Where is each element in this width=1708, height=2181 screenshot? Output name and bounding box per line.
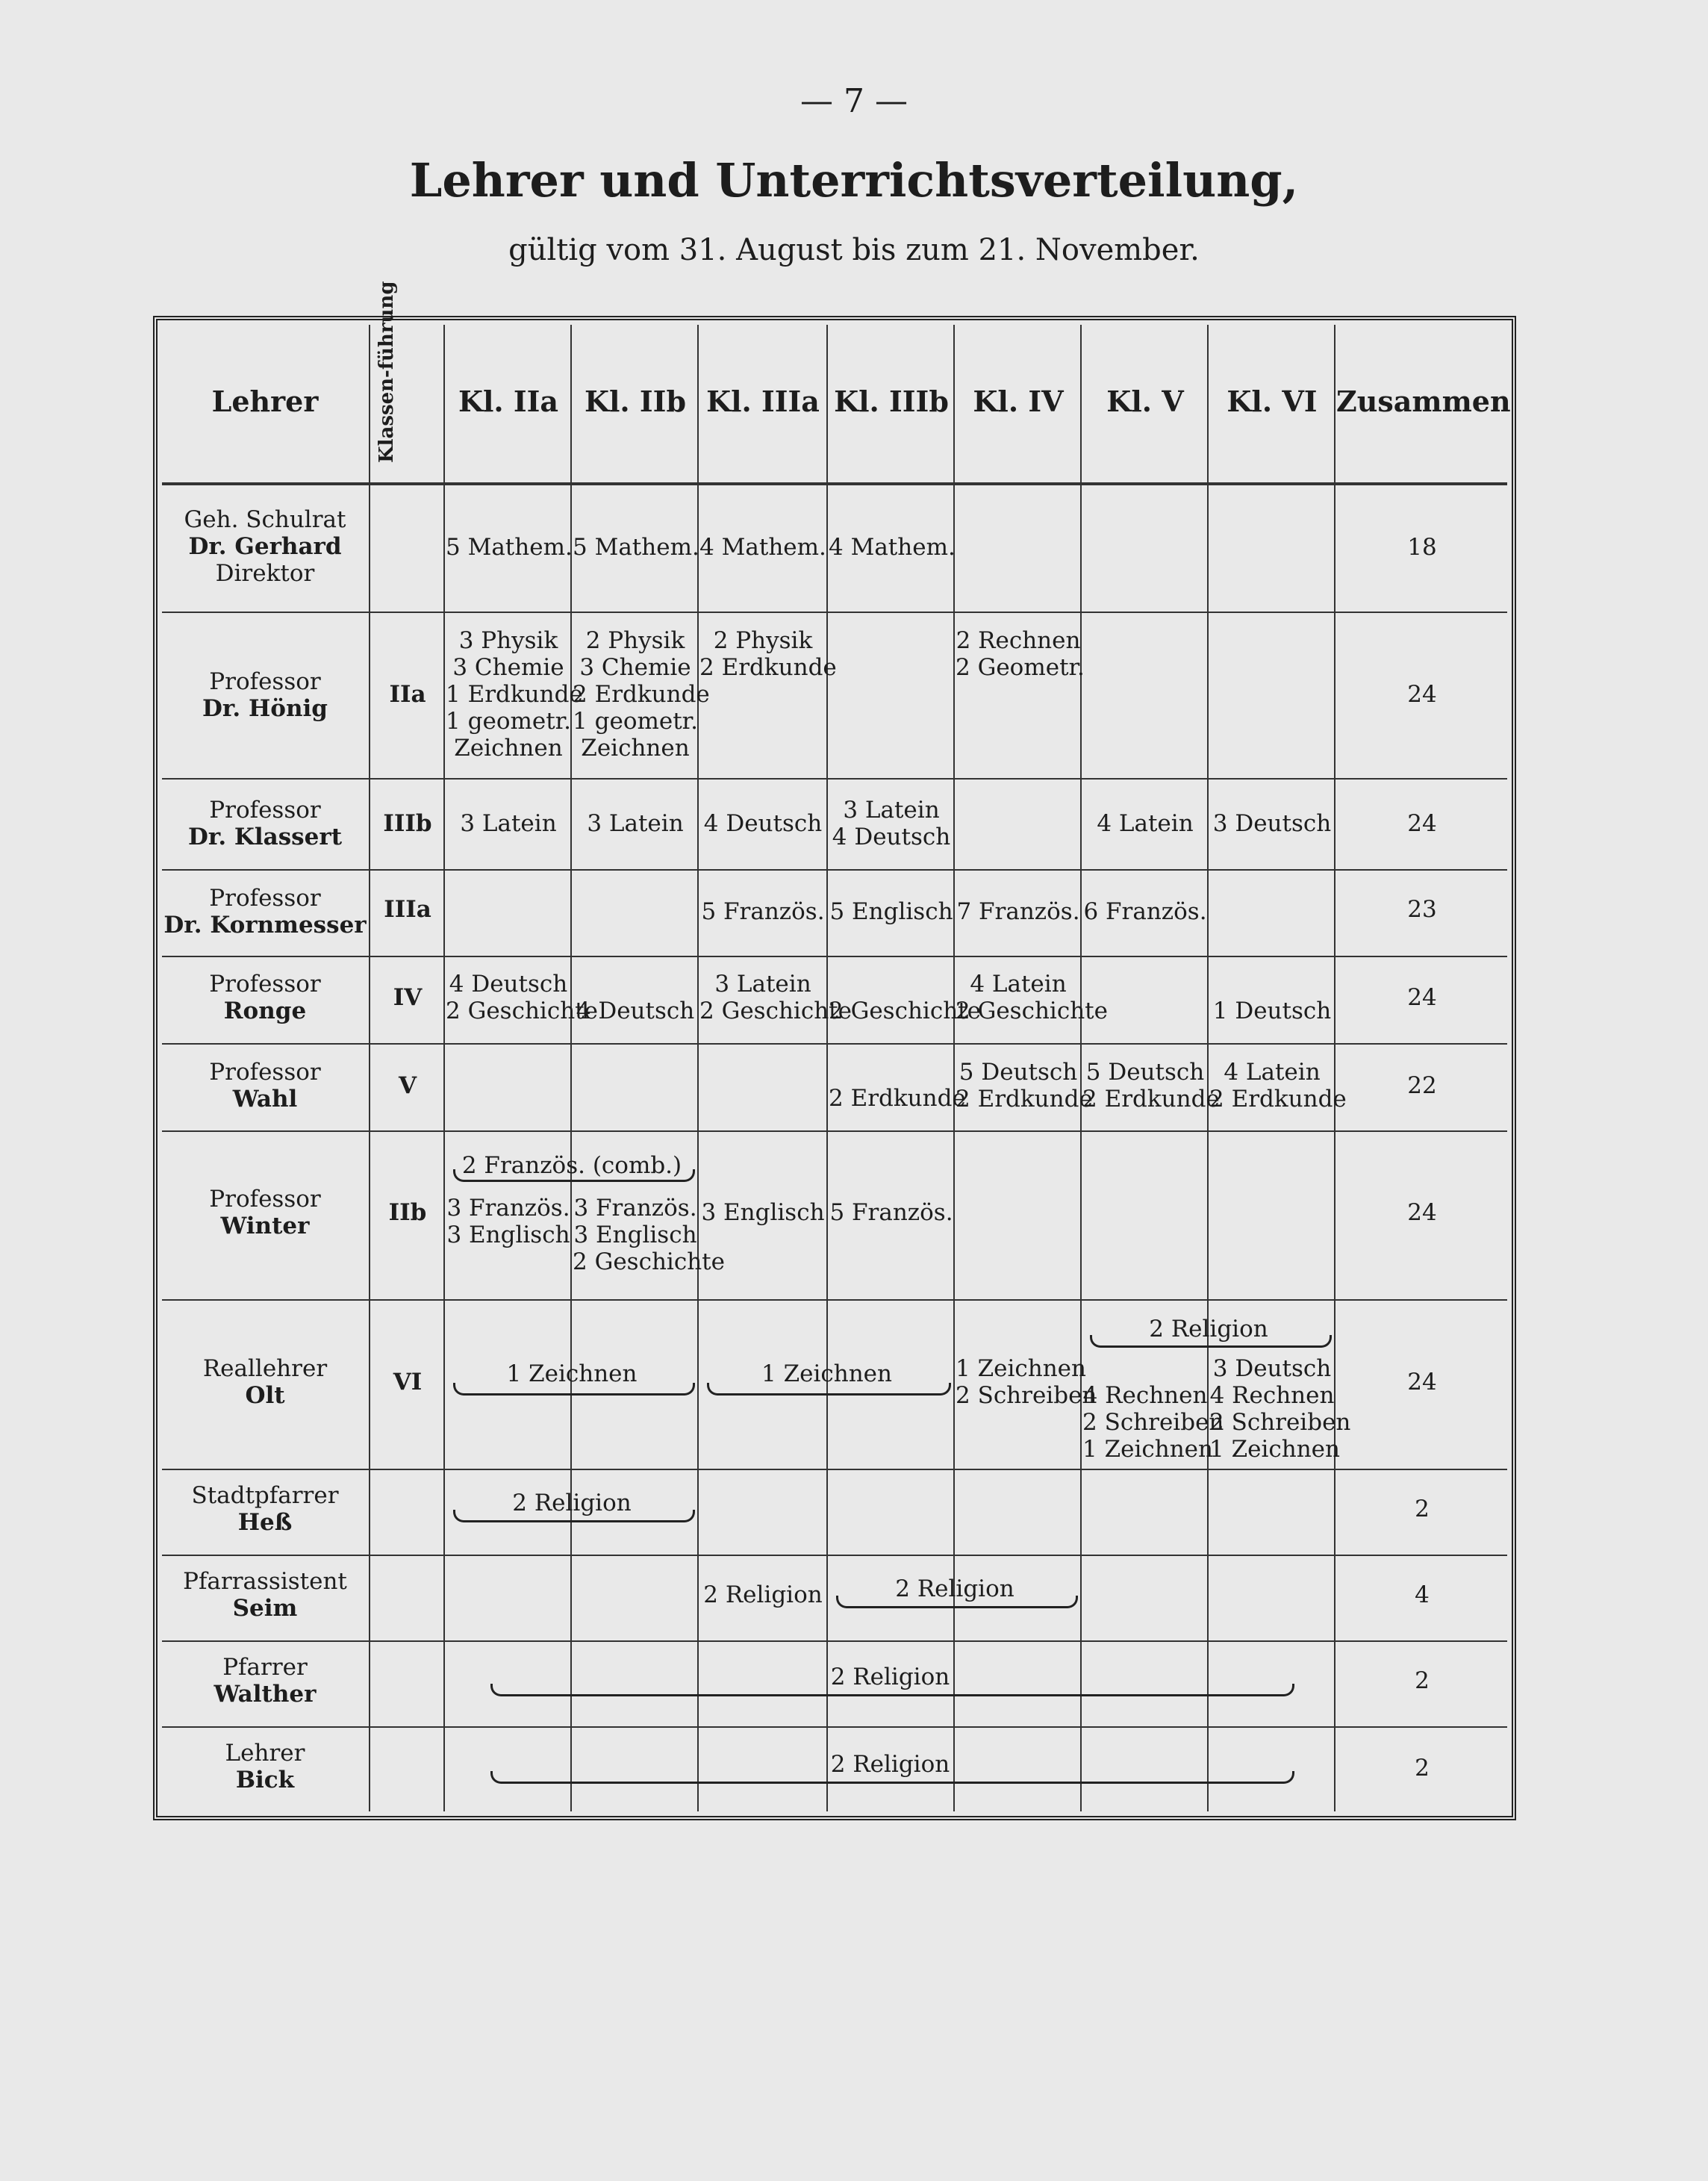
cell: 5 Englisch: [829, 898, 953, 925]
span-label: 2 Religion: [512, 1490, 632, 1516]
cell: 4 Latein: [1097, 810, 1194, 837]
total: 18: [1407, 534, 1437, 561]
cell: 4 Latein 2 Erdkunde: [1209, 1059, 1347, 1113]
total: 24: [1407, 681, 1437, 708]
cell: 5 Französ.: [701, 898, 825, 925]
header-V: Kl. V: [1106, 385, 1184, 418]
cell: 6 Französ.: [1083, 898, 1207, 925]
total: 22: [1407, 1072, 1437, 1099]
brace: [836, 1596, 1078, 1608]
brace: [1090, 1335, 1332, 1348]
cell: 2 Religion: [703, 1581, 823, 1608]
teacher-name: Stadtpfarrer Heß: [191, 1482, 339, 1536]
teacher-name: Professor Ronge: [209, 971, 321, 1024]
cell: 4 Deutsch: [703, 810, 823, 837]
total: 24: [1407, 1199, 1437, 1226]
span-label: 1 Zeichnen: [506, 1360, 638, 1387]
span-label: 1 Zeichnen: [761, 1360, 892, 1387]
cell: 7 Französ.: [956, 898, 1080, 925]
cell: 1 Zeichnen 2 Schreiben: [956, 1355, 1097, 1409]
class-lead: IIb: [388, 1199, 427, 1226]
cell: 3 Deutsch 4 Rechnen 2 Schreiben 1 Zeichnen: [1209, 1355, 1351, 1463]
teacher-name: Professor Winter: [209, 1186, 321, 1239]
combined-label: 2 Französ. (comb.): [461, 1152, 682, 1179]
teacher-name: Professor Wahl: [209, 1059, 321, 1113]
brace: [490, 1771, 1294, 1784]
page-subtitle: gültig vom 31. August bis zum 21. November.: [508, 233, 1200, 267]
cell: 3 Latein 2 Geschichte: [699, 971, 852, 1024]
teacher-name: Professor Dr. Hönig: [202, 668, 328, 722]
cell: 3 Physik 3 Chemie 1 Erdkunde 1 geometr. Zeichnen: [446, 627, 583, 762]
teacher-name: Lehrer Bick: [225, 1740, 305, 1793]
cell: 5 Deutsch 2 Erdkunde: [1082, 1059, 1220, 1113]
cell: 5 Französ.: [829, 1199, 953, 1226]
brace: [453, 1383, 695, 1396]
cell: 2 Physik 2 Erdkunde: [699, 627, 837, 681]
total: 4: [1415, 1581, 1430, 1608]
cell: 3 Englisch: [701, 1199, 825, 1226]
teacher-name: Geh. Schulrat Dr. Gerhard Direktor: [184, 506, 346, 587]
cell: 4 Mathem.: [699, 534, 826, 561]
header-VI: Kl. VI: [1227, 385, 1318, 418]
header-teacher: Lehrer: [211, 385, 319, 418]
teacher-name: Professor Dr. Kornmesser: [163, 885, 367, 939]
span-label: 2 Religion: [830, 1664, 950, 1690]
total: 24: [1407, 1369, 1437, 1396]
cell: 3 Deutsch: [1212, 810, 1332, 837]
brace: [707, 1383, 951, 1396]
page-number: — 7 —: [800, 82, 908, 120]
cell: 4 Deutsch: [576, 998, 695, 1024]
cell: 3 Latein: [460, 810, 557, 837]
total: 23: [1407, 896, 1437, 923]
span-label: 2 Religion: [1149, 1316, 1268, 1342]
header-IIa: Kl. IIa: [458, 385, 559, 418]
cell: 2 Rechnen 2 Geometr.: [956, 627, 1085, 681]
cell: 2 Physik 3 Chemie 2 Erdkunde 1 geometr. Zeichnen: [573, 627, 710, 762]
teacher-name: Pfarrer Walther: [214, 1654, 317, 1708]
class-lead: IIIa: [384, 896, 431, 923]
header-IIIa: Kl. IIIa: [706, 385, 820, 418]
teacher-name: Professor Dr. Klassert: [187, 797, 343, 850]
teacher-name: Pfarrassistent Seim: [183, 1568, 347, 1622]
header-IV: Kl. IV: [973, 385, 1064, 418]
cell: 5 Deutsch 2 Erdkunde: [956, 1059, 1093, 1113]
cell: 2 Erdkunde: [829, 1085, 966, 1112]
brace: [453, 1169, 695, 1182]
cell: 4 Deutsch 2 Geschichte: [446, 971, 598, 1024]
cell: 4 Mathem.: [829, 534, 956, 561]
class-lead: IIIb: [383, 810, 432, 837]
page-title: Lehrer und Unterrichtsverteilung,: [409, 153, 1299, 208]
cell: 3 Latein: [587, 810, 684, 837]
class-lead: IIa: [389, 681, 426, 708]
header-IIb: Kl. IIb: [584, 385, 687, 418]
class-lead: IV: [393, 984, 423, 1011]
cell: 4 Latein 2 Geschichte: [956, 971, 1108, 1024]
cell: 3 Latein 4 Deutsch: [832, 797, 951, 850]
total: 2: [1415, 1755, 1430, 1782]
class-lead: VI: [393, 1369, 423, 1396]
brace: [490, 1684, 1294, 1696]
class-lead: V: [398, 1072, 417, 1099]
span-label: 2 Religion: [830, 1751, 950, 1778]
cell: 2 Geschichte: [829, 998, 981, 1024]
header-total: Zusammen: [1336, 385, 1511, 418]
total: 2: [1415, 1496, 1430, 1522]
cell: 1 Deutsch: [1212, 998, 1332, 1024]
cell: 3 Französ. 3 Englisch: [446, 1195, 570, 1248]
span-label: 2 Religion: [895, 1575, 1014, 1602]
brace: [453, 1510, 695, 1522]
teacher-name: Reallehrer Olt: [202, 1355, 328, 1409]
cell: 3 Französ. 3 Englisch 2 Geschichte: [573, 1195, 725, 1275]
total: 24: [1407, 984, 1437, 1011]
header-class-lead: Klassen-führung: [375, 281, 398, 463]
cell: 5 Mathem.: [573, 534, 699, 561]
header-IIIb: Kl. IIIb: [834, 385, 949, 418]
total: 2: [1415, 1667, 1430, 1694]
cell: 5 Mathem.: [446, 534, 573, 561]
cell: 4 Rechnen 2 Schreiben 1 Zeichnen: [1082, 1382, 1224, 1463]
total: 24: [1407, 810, 1437, 837]
